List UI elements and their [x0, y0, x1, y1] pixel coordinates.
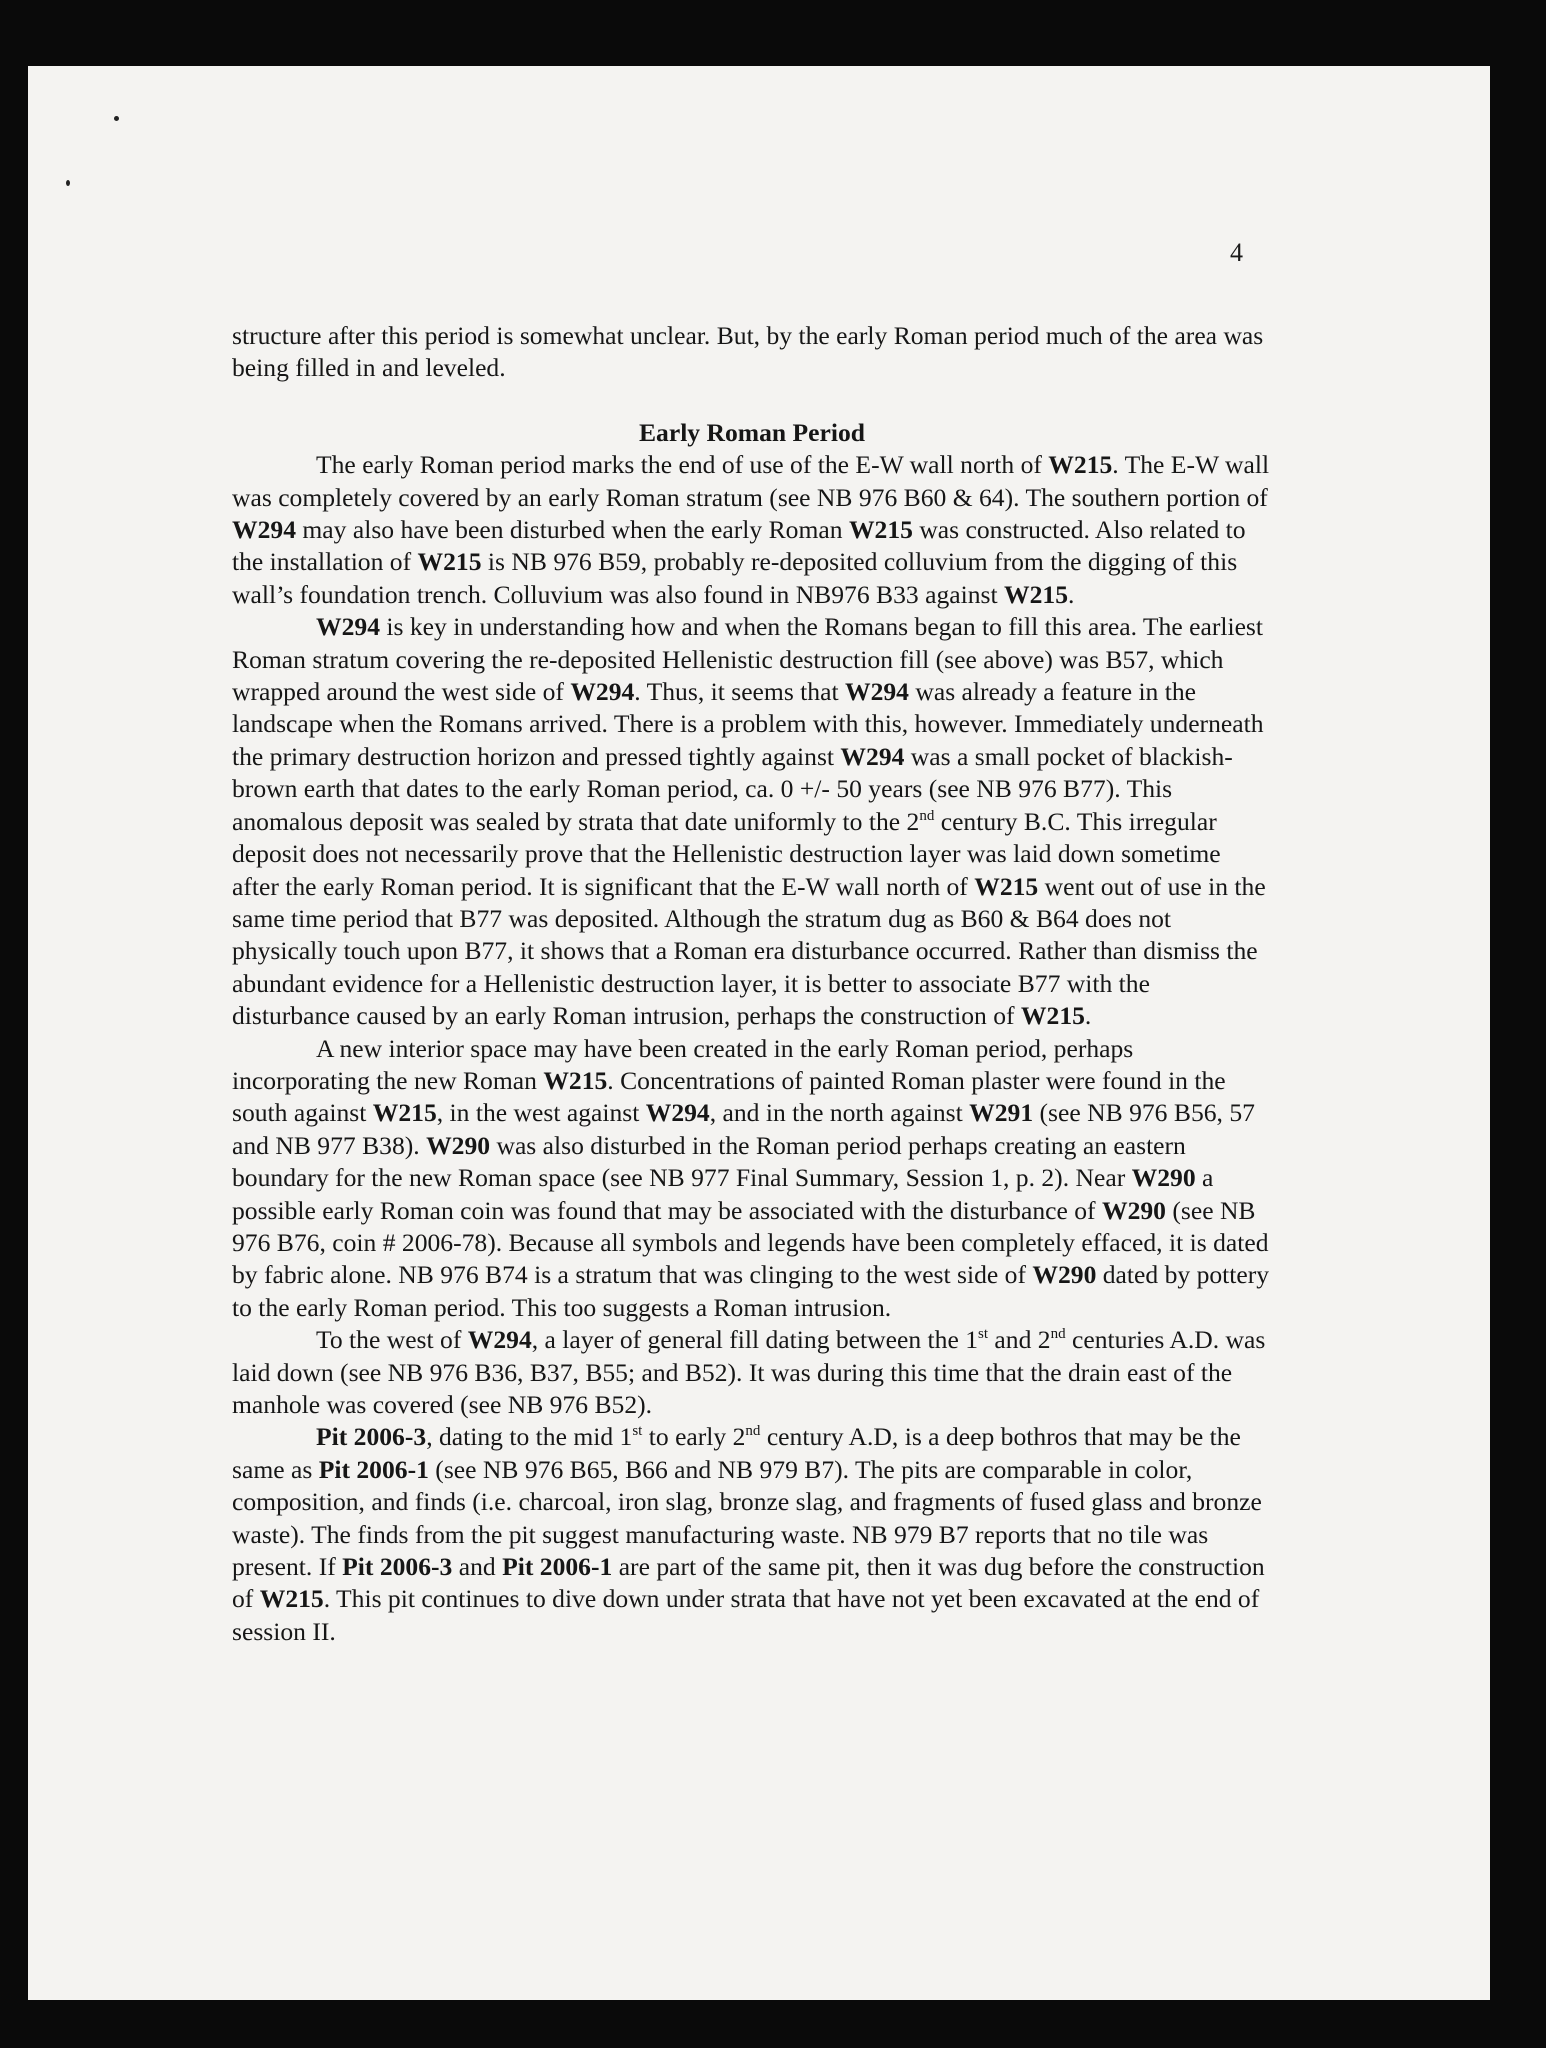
bold-term: W215	[1020, 1001, 1085, 1031]
text-run: , dating to the mid 1	[426, 1422, 633, 1452]
text-run: and 2	[988, 1325, 1051, 1355]
bold-term: W294	[316, 612, 380, 642]
text-run: century A.D, is a deep bothros that may be the same as	[232, 1422, 1241, 1484]
text-run: century B.C. This irregular deposit does not necessarily prove that the Hellenistic destruction layer was laid down sometime after the early Roman period. It is significant that the E-W wall north of	[232, 806, 1221, 901]
ordinal-suffix: st	[632, 1423, 643, 1440]
text-run: may also have been disturbed when the early Roman	[295, 515, 849, 545]
text-run: (see NB 976 B56, 57 and NB 977 B38).	[232, 1098, 1255, 1160]
intro-paragraph: structure after this period is somewhat unclear. But, by the early Roman period much of the area was being filled in and leveled.	[232, 321, 1264, 383]
text-run: is key in understanding how and when the Romans began to fill this area. The earliest Roman stratum covering the re-deposited Hellenistic destruction fill (see above) was B57, which wrapped around the west side of	[232, 612, 1263, 707]
bold-term: W215	[372, 1098, 437, 1128]
text-run: A new interior space may have been created in the early Roman period, perhaps incorporating the new Roman	[232, 1033, 1134, 1095]
bold-term: W294	[844, 677, 909, 707]
ordinal-suffix: nd	[919, 807, 935, 824]
section-heading: Early Roman Period	[638, 417, 866, 447]
bold-term: W290	[1032, 1260, 1097, 1290]
text-run: (see NB 976 B65, B66 and NB 979 B7). The pits are comparable in color, composition, and finds (i.e. charcoal, iron slag, bronze slag, and fragments of fused glass and bronze waste). The finds from the pit suggest manufacturing waste. NB 979 B7 reports that no tile was present. If	[232, 1454, 1262, 1582]
paragraph	[232, 1324, 1272, 1421]
bold-term: W290	[1131, 1163, 1196, 1193]
bold-term: W294	[570, 677, 635, 707]
bold-term: W215	[543, 1065, 608, 1095]
bold-term: W294	[645, 1098, 710, 1128]
text-run: centuries A.D. was laid down (see NB 976 B36, B37, B55; and B52). It was during this time that the drain east of the manhole was covered (see NB 976 B52).	[232, 1325, 1266, 1419]
bold-term: W294	[232, 515, 296, 545]
bold-term: W290	[1101, 1195, 1166, 1225]
bold-term: Pit 2006-1	[318, 1454, 429, 1484]
ordinal-suffix: st	[978, 1326, 989, 1343]
bold-term: W215	[417, 547, 482, 577]
text-run: was constructed. Also related to the installation of	[232, 515, 1246, 577]
bold-term: Pit 2006-1	[502, 1552, 613, 1582]
bold-term: W290	[426, 1130, 491, 1160]
bold-term: W215	[1048, 450, 1113, 480]
bold-term: W291	[969, 1098, 1034, 1128]
scan-speck	[114, 116, 119, 121]
text-run: are part of the same pit, then it was dug before the construction of	[232, 1552, 1265, 1614]
text-run: To the west of	[316, 1325, 468, 1355]
text-run: , in the west against	[436, 1098, 646, 1128]
ordinal-suffix: nd	[1050, 1326, 1066, 1343]
document-body	[232, 320, 1272, 1648]
text-run: , and in the north against	[709, 1098, 970, 1128]
text-run: . Concentrations of painted Roman plaster were found in the south against	[232, 1065, 1226, 1128]
text-run: was a small pocket of blackish-brown earth that dates to the early Roman period, ca. 0 +/- 50 years (see NB 976 B77). This anomalous deposit was sealed by strata that date uniformly to the 2	[232, 741, 1233, 836]
bold-term: Pit 2006-3	[316, 1422, 427, 1452]
bold-term: W294	[840, 741, 905, 771]
text-run: .	[1067, 579, 1075, 609]
text-run: and	[452, 1552, 503, 1582]
bold-term: W215	[1004, 579, 1068, 609]
ordinal-suffix: nd	[745, 1423, 761, 1440]
text-run: .	[1084, 1001, 1092, 1031]
text-run: went out of use in the same time period that B77 was deposited. Although the stratum dug as B60 & B64 does not physically touch upon B77, it shows that a Roman era disturbance occurred. Rather than dismiss the abundant evidence for a Hellenistic destruction layer, it is better to associate B77 with the disturbance caused by an early Roman intrusion, perhaps the construction of	[232, 871, 1266, 1031]
paragraph	[232, 449, 1272, 611]
page-number: 4	[1230, 238, 1243, 267]
bold-term: W215	[974, 871, 1039, 901]
text-run: . The E-W wall was completely covered by an early Roman stratum (see NB 976 B60 & 64). The southern portion of	[232, 450, 1270, 512]
text-run: , a layer of general fill dating between the 1	[531, 1325, 979, 1355]
text-run: was also disturbed in the Roman period perhaps creating an eastern boundary for the new Roman space (see NB 977 Final Summary, Session 1, p. 2). Near	[232, 1130, 1186, 1193]
bold-term: W215	[848, 515, 913, 545]
paragraph	[232, 1421, 1272, 1648]
bold-term: Pit 2006-3	[342, 1552, 453, 1582]
text-run: is NB 976 B59, probably re-deposited colluvium from the digging of this wall’s foundation trench. Colluvium was also found in NB976 B33 against	[232, 547, 1238, 609]
text-run: dated by pottery to the early Roman period. This too suggests a Roman intrusion.	[232, 1260, 1270, 1322]
text-run: was already a feature in the landscape when the Romans arrived. There is a problem with this, however. Immediately underneath the primary destruction horizon and pressed tightly against	[232, 677, 1264, 771]
text-run: (see NB 976 B76, coin # 2006-78). Because all symbols and legends have been completely effaced, it is dated by fabric alone. NB 976 B74 is a stratum that was clinging to the west side of	[232, 1195, 1269, 1290]
paragraph	[232, 1033, 1272, 1325]
text-run: . This pit continues to dive down under strata that have not yet been excavated at the end of session II.	[232, 1584, 1260, 1646]
text-run: . Thus, it seems that	[634, 677, 845, 707]
bold-term: W215	[259, 1584, 324, 1614]
text-run: a possible early Roman coin was found that may be associated with the disturbance of	[232, 1163, 1214, 1225]
text-run: The early Roman period marks the end of use of the E-W wall north of	[316, 450, 1049, 480]
scan-speck	[66, 180, 70, 186]
bold-term: W294	[467, 1325, 532, 1355]
paragraph	[232, 611, 1272, 1032]
text-run: to early 2	[642, 1422, 746, 1452]
